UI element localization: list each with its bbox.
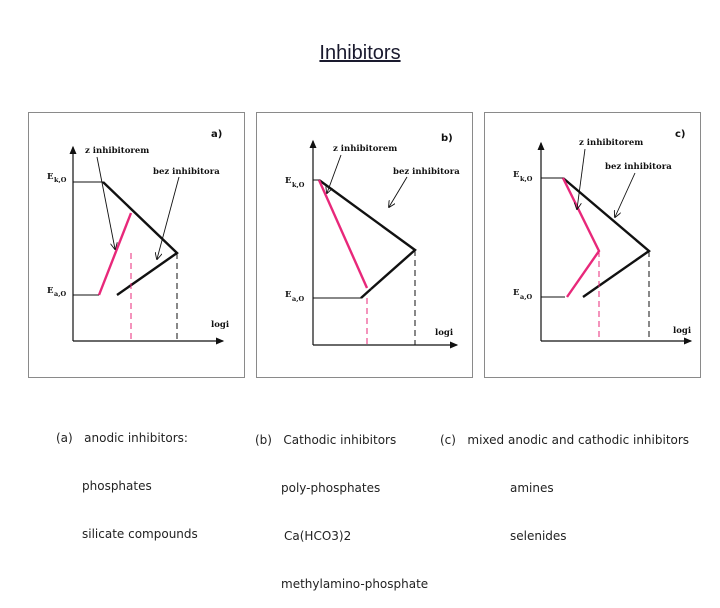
with-inhibitor-pointer — [577, 149, 585, 209]
panel-label: a) — [211, 129, 223, 140]
inhibited-curve — [563, 178, 599, 297]
caption-c-title: (c) mixed anodic and cathodic inhibitors — [440, 433, 690, 447]
ea-label: E — [47, 286, 54, 296]
uninhibited-curve — [563, 178, 649, 297]
caption-c — [440, 400, 689, 560]
ek-subscript: k,O — [54, 176, 67, 184]
caption-a-item: phosphates — [82, 479, 152, 493]
uninhibited-curve — [103, 182, 177, 295]
x-axis-label: logi — [673, 326, 692, 336]
page-title: Inhibitors — [319, 42, 401, 64]
caption-b — [255, 400, 428, 608]
without-inhibitor-label: bez inhibitora — [153, 167, 220, 177]
panel-label: b) — [441, 133, 453, 144]
without-inhibitor-pointer — [389, 177, 407, 207]
with-inhibitor-label: z inhibitorem — [333, 144, 398, 154]
x-axis-label: logi — [211, 320, 230, 330]
ea-label: E — [513, 288, 520, 298]
ek-label: E — [47, 172, 54, 182]
with-inhibitor-pointer — [97, 157, 115, 249]
caption-b-item: Ca(HCO3)2 — [284, 529, 352, 543]
caption-c-item: amines — [510, 481, 554, 495]
caption-b-item: poly-phosphates — [281, 481, 381, 495]
x-axis-label: logi — [435, 328, 454, 338]
evans-diagram-a — [29, 113, 244, 377]
ea-label: E — [285, 290, 292, 300]
ek-label: E — [513, 170, 520, 180]
inhibited-intersection-line — [361, 289, 371, 298]
diagram-panel-b — [256, 112, 473, 378]
without-inhibitor-label: bez inhibitora — [605, 162, 672, 172]
panel-label: c) — [675, 129, 686, 140]
ea-subscript: a,O — [292, 295, 305, 303]
caption-b-item: methylamino-phosphate — [281, 577, 429, 591]
caption-a-title: (a) anodic inhibitors: — [56, 431, 188, 445]
evans-diagram-c — [485, 113, 700, 377]
caption-c-item: selenides — [510, 529, 567, 543]
with-inhibitor-label: z inhibitorem — [85, 146, 150, 156]
evans-diagram-b — [257, 113, 472, 377]
caption-a — [56, 398, 198, 558]
ea-subscript: a,O — [54, 290, 67, 298]
ek-subscript: k,O — [520, 175, 533, 183]
inhibited-curve — [99, 213, 131, 295]
without-inhibitor-pointer — [157, 177, 179, 259]
without-inhibitor-pointer — [615, 173, 635, 217]
ea-subscript: a,O — [520, 293, 533, 301]
diagram-panel-c — [484, 112, 701, 378]
caption-a-item: silicate compounds — [82, 527, 198, 541]
uninhibited-curve — [319, 180, 415, 289]
caption-b-title: (b) Cathodic inhibitors — [255, 433, 397, 447]
ek-label: E — [285, 176, 292, 186]
with-inhibitor-label: z inhibitorem — [579, 138, 644, 148]
with-inhibitor-pointer — [327, 155, 341, 193]
diagram-panel-a — [28, 112, 245, 378]
without-inhibitor-label: bez inhibitora — [393, 167, 460, 177]
ek-subscript: k,O — [292, 181, 305, 189]
